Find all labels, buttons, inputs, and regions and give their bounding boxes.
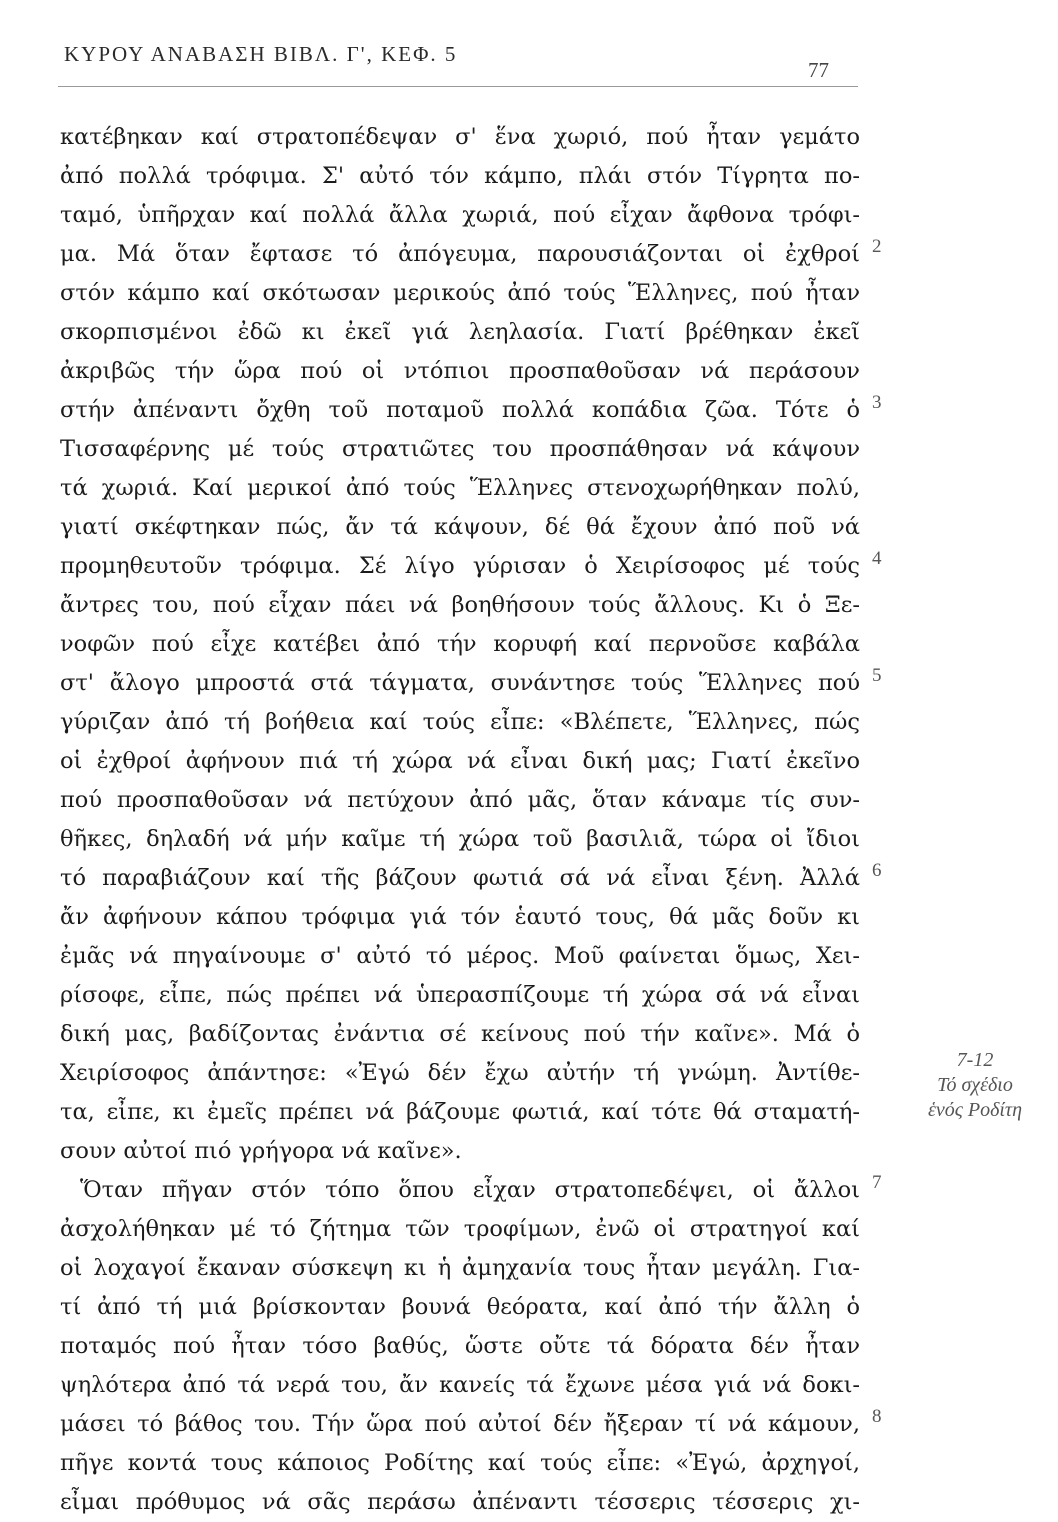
- text-line: πῆγε κοντά τους κάποιος Ροδίτης καί τούς εἶπε: «Ἐγώ, ἀρχηγοί,: [60, 1450, 860, 1476]
- text-line: σουν αὐτοί πιό γρήγορα νά καῖνε».: [60, 1138, 462, 1164]
- text-line: οἱ λοχαγοί ἔκαναν σύσκεψη κι ἡ ἀμηχανία τους ἦταν μεγάλη. Για-: [60, 1255, 860, 1281]
- text-line: τί ἀπό τή μιά βρίσκονταν βουνά θεόρατα, καί ἀπό τήν ἄλλη ὁ: [60, 1294, 860, 1320]
- text-line: ρίσοφε, εἶπε, πώς πρέπει νά ὑπερασπίζουμε τή χώρα σά νά εἶναι: [60, 982, 860, 1008]
- text-line: σκορπισμένοι ἐδῶ κι ἐκεῖ γιά λεηλασία. Γιατί βρέθηκαν ἐκεῖ: [60, 319, 860, 345]
- text-line: ἄν ἀφήνουν κάπου τρόφιμα γιά τόν ἑαυτό τους, θά μᾶς δοῦν κι: [60, 904, 860, 930]
- text-line: Τισσαφέρνης μέ τούς στρατιῶτες του προσπάθησαν νά κάψουν: [60, 436, 860, 462]
- section-number: 3: [872, 392, 882, 413]
- section-number: 8: [872, 1406, 882, 1427]
- text-line: γιατί σκέφτηκαν πώς, ἄν τά κάψουν, δέ θά ἔχουν ἀπό ποῦ νά: [60, 514, 860, 540]
- section-number: 2: [872, 236, 882, 257]
- section-number: 7: [872, 1172, 882, 1193]
- page-number: 77: [808, 58, 829, 82]
- text-line: στήν ἀπέναντι ὄχθη τοῦ ποταμοῦ πολλά κοπάδια ζῶα. Τότε ὁ: [60, 397, 860, 423]
- text-line: μα. Μά ὅταν ἔφτασε τό ἀπόγευμα, παρουσιάζονται οἱ ἐχθροί: [60, 241, 860, 267]
- text-line: ψηλότερα ἀπό τά νερά του, ἄν κανείς τά ἔχωνε μέσα γιά νά δοκι-: [60, 1372, 860, 1398]
- text-line: στ' ἄλογο μπροστά στά τάγματα, συνάντησε τούς Ἕλληνες πού: [60, 670, 860, 696]
- text-line: μάσει τό βάθος του. Τήν ὥρα πού αὐτοί δέν ἤξεραν τί νά κάμουν,: [60, 1411, 860, 1437]
- text-line: οἱ ἐχθροί ἀφήνουν πιά τή χώρα νά εἶναι δική μας; Γιατί ἐκεῖνο: [60, 748, 860, 774]
- text-line: στόν κάμπο καί σκότωσαν μερικούς ἀπό τούς Ἕλληνες, πού ἦταν: [60, 280, 860, 306]
- text-line: πού προσπαθοῦσαν νά πετύχουν ἀπό μᾶς, ὅταν κάναμε τίς συν-: [60, 787, 860, 813]
- text-line: ἀκριβῶς τήν ὥρα πού οἱ ντόπιοι προσπαθοῦσαν νά περάσουν: [60, 358, 860, 384]
- text-line: γύριζαν ἀπό τή βοήθεια καί τούς εἶπε: «Βλέπετε, Ἕλληνες, πώς: [60, 709, 860, 735]
- paragraph-start-line: Ὅταν πῆγαν στόν τόπο ὅπου εἶχαν στρατοπεδέψει, οἱ ἄλλοι: [80, 1177, 860, 1203]
- text-line: προμηθευτοῦν τρόφιμα. Σέ λίγο γύρισαν ὁ Χειρίσοφος μέ τούς: [60, 553, 860, 579]
- text-line: νοφῶν πού εἶχε κατέβει ἀπό τήν κορυφή καί περνοῦσε καβάλα: [60, 631, 860, 657]
- running-title: ΚΥΡΟΥ ΑΝΑΒΑΣΗ ΒΙΒΛ. Γ', ΚΕΦ. 5: [64, 42, 458, 66]
- section-number: 6: [872, 860, 882, 881]
- text-line: ἀπό πολλά τρόφιμα. Σ' αὐτό τόν κάμπο, πλάι στόν Τίγρητα πο-: [60, 163, 860, 189]
- text-line: τό παραβιάζουν καί τῆς βάζουν φωτιά σά νά εἶναι ξένη. Ἀλλά: [60, 865, 860, 891]
- text-line: δική μας, βαδίζοντας ἐνάντια σέ κείνους πού τήν καῖνε». Μά ὁ: [60, 1021, 860, 1047]
- section-number: 5: [872, 665, 882, 686]
- text-line: ποταμός πού ἦταν τόσο βαθύς, ὥστε οὔτε τά δόρατα δέν ἦταν: [60, 1333, 860, 1359]
- text-line: τά χωριά. Καί μερικοί ἀπό τούς Ἕλληνες στενοχωρήθηκαν πολύ,: [60, 475, 860, 501]
- side-note-subtitle: ἑνός Ροδίτη: [927, 1099, 1023, 1121]
- text-line: ἄντρες του, πού εἶχαν πάει νά βοηθήσουν τούς ἄλλους. Κι ὁ Ξε-: [60, 592, 860, 618]
- side-note-range: 7-12: [956, 1049, 994, 1071]
- text-line: ἐμᾶς νά πηγαίνουμε σ' αὐτό τό μέρος. Μοῦ φαίνεται ὅμως, Χει-: [60, 943, 860, 969]
- text-line: κατέβηκαν καί στρατοπέδεψαν σ' ἕνα χωριό, πού ἦταν γεμάτο: [60, 124, 860, 150]
- body-text: [60, 118, 860, 1522]
- text-line: θῆκες, δηλαδή νά μήν καῖμε τή χώρα τοῦ βασιλιᾶ, τώρα οἱ ἴδιοι: [60, 826, 860, 852]
- side-note: [900, 1048, 1050, 1123]
- text-line: εἶμαι πρόθυμος νά σᾶς περάσω ἀπέναντι τέσσερις τέσσερις χι-: [60, 1489, 860, 1515]
- text-line: Χειρίσοφος ἀπάντησε: «Ἐγώ δέν ἔχω αὐτήν τή γνώμη. Ἀντίθε-: [60, 1060, 860, 1086]
- section-number: 4: [872, 548, 882, 569]
- side-note-title: Τό σχέδιο: [937, 1074, 1013, 1096]
- text-line: ταμό, ὑπῆρχαν καί πολλά ἄλλα χωριά, πού εἶχαν ἄφθονα τρόφι-: [60, 202, 860, 228]
- text-line: ἀσχολήθηκαν μέ τό ζήτημα τῶν τροφίμων, ἐνῶ οἱ στρατηγοί καί: [60, 1216, 860, 1242]
- text-line: τα, εἶπε, κι ἐμεῖς πρέπει νά βάζουμε φωτιά, καί τότε θά σταματή-: [60, 1099, 860, 1125]
- header-rule: [58, 86, 858, 87]
